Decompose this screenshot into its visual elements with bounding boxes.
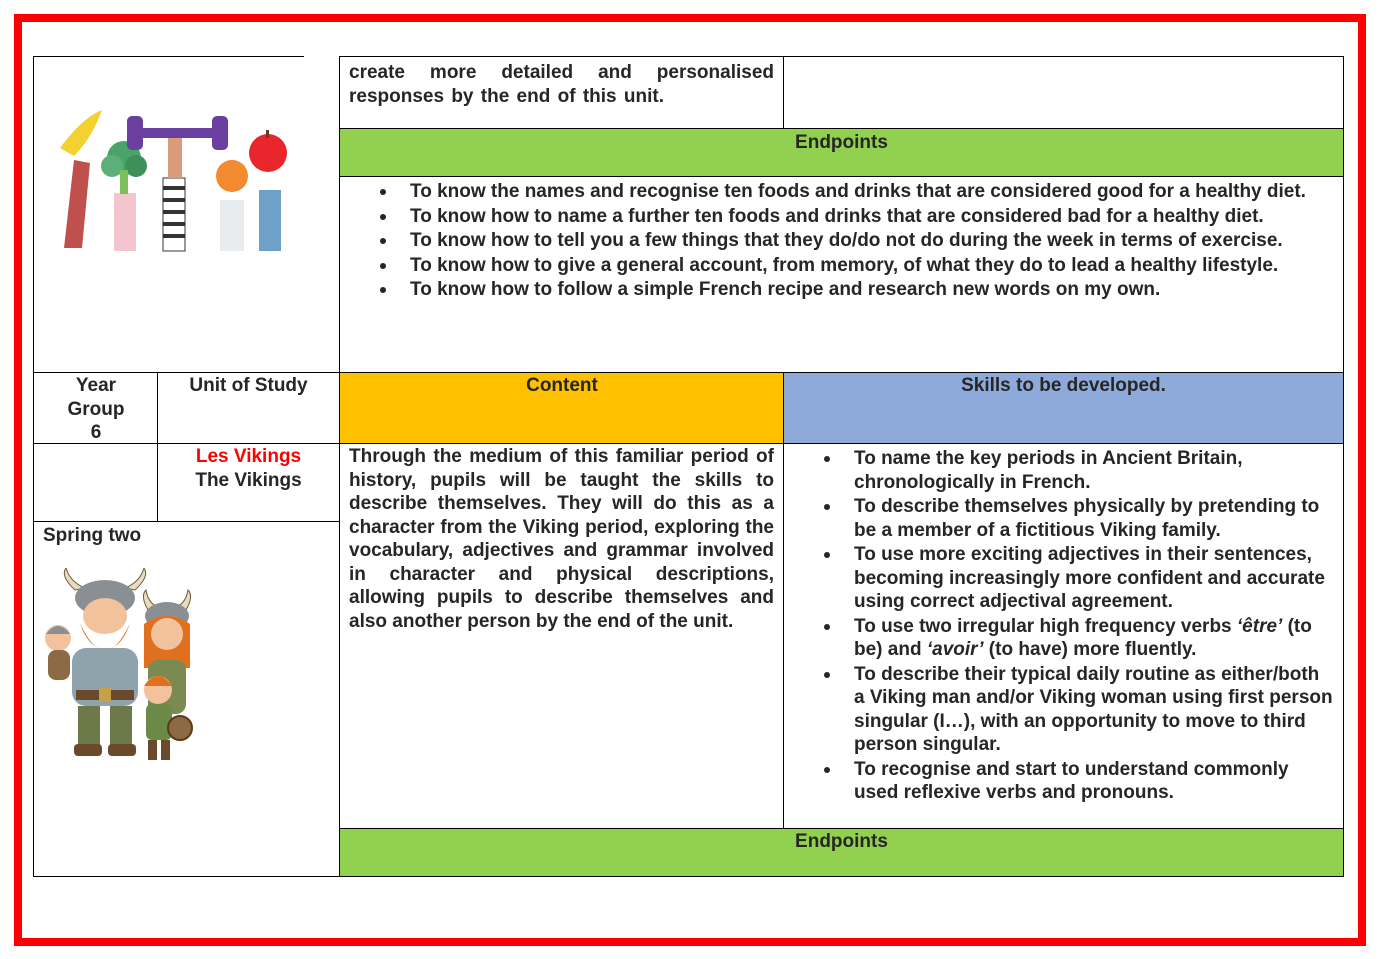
- year-group-header: [33, 372, 158, 444]
- endpoints-list-top-cell: [339, 176, 1344, 373]
- year-group-cell: [33, 443, 158, 522]
- skills-list-cell: [783, 443, 1344, 829]
- healthy-food-hands-icon: [52, 108, 292, 258]
- unit-title-cell: [157, 443, 339, 522]
- unit-of-study-label: Unit of Study: [189, 375, 308, 396]
- term-cell: [33, 521, 339, 877]
- list-item: To describe their typical daily routine as either/both a Viking man and/or Viking woman using first person singular (I…), with an opportunity to move to third person singular.: [784, 663, 1333, 757]
- endpoints-header-bottom: [339, 828, 1344, 877]
- skills-label: Skills to be developed.: [961, 375, 1166, 396]
- endpoints-header-top: [339, 128, 1344, 177]
- content-text: Through the medium of this familiar period of history, pupils will be taught the skills to describe themselves. They will do this as a character from the Viking period, exploring the vocabulary, adjectives and grammar involved in character and physical descriptions, allowing pupils to describe themselves and also another person by the end of the unit.: [349, 446, 774, 632]
- list-item: To know how to tell you a few things that they do/do not do during the week in terms of exercise.: [340, 229, 1333, 253]
- list-item: To name the key periods in Ancient Britain, chronologically in French.: [784, 447, 1333, 494]
- list-item: To recognise and start to understand commonly used reflexive verbs and pronouns.: [784, 758, 1333, 805]
- endpoints-heading-bottom: Endpoints: [795, 831, 888, 852]
- endpoints-list-top: [340, 177, 1343, 302]
- unit-title-english: The Vikings: [195, 469, 302, 491]
- list-item: To know how to follow a simple French recipe and research new words on my own.: [340, 278, 1333, 302]
- healthy-image-cell: [33, 56, 339, 373]
- list-item: To describe themselves physically by pretending to be a member of a fictitious Viking family.: [784, 495, 1333, 542]
- viking-family-icon: [40, 568, 200, 768]
- list-item: To use more exciting adjectives in their sentences, becoming increasingly more confident and accurate using correct adjectival agreement.: [784, 543, 1333, 614]
- skills-header: [783, 372, 1344, 444]
- endpoints-heading-top: Endpoints: [795, 132, 888, 153]
- content-label: Content: [526, 375, 598, 396]
- intro-text-cell: [339, 56, 784, 129]
- empty-cell: [783, 56, 1344, 129]
- year-group-label: Year Group 6: [67, 375, 125, 443]
- list-item: To use two irregular high frequency verbs ‘être’ (to be) and ‘avoir’ (to have) more fluently.: [784, 615, 1333, 662]
- term-label: Spring two: [43, 525, 142, 546]
- content-text-cell: [339, 443, 784, 829]
- list-item: To know how to give a general account, from memory, of what they do to lead a healthy lifestyle.: [340, 254, 1333, 278]
- unit-title-french: Les Vikings: [195, 446, 302, 467]
- intro-text: create more detailed and personalised responses by the end of this unit.: [349, 62, 774, 107]
- list-item: To know how to name a further ten foods and drinks that are considered bad for a healthy diet.: [340, 205, 1333, 229]
- list-item: To know the names and recognise ten foods and drinks that are considered good for a healthy diet.: [340, 180, 1333, 204]
- skills-list: [784, 444, 1343, 805]
- unit-of-study-header: [157, 372, 339, 444]
- content-header: [339, 372, 784, 444]
